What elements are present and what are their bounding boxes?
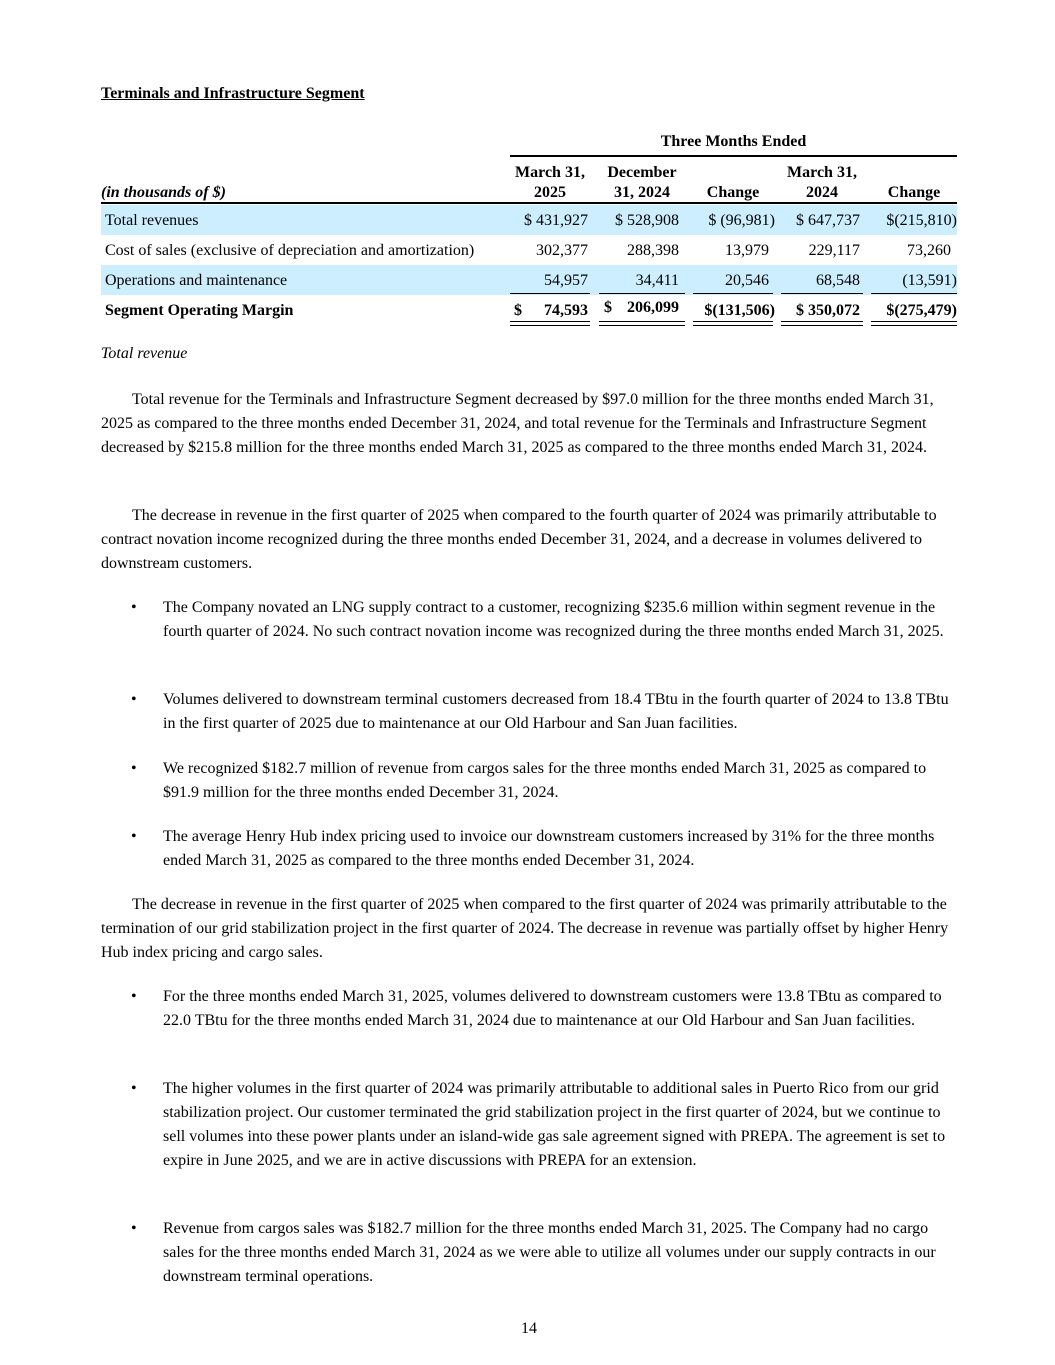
bullet-icon: • xyxy=(131,599,137,616)
bullet-icon: • xyxy=(131,988,137,1005)
value-cell: 229,117 xyxy=(808,242,860,259)
row-label: Total revenues xyxy=(105,212,199,229)
subtotal-rule xyxy=(693,293,773,294)
column-header: March 31, 2024 xyxy=(787,164,857,201)
column-header: Change xyxy=(706,184,760,201)
total-rule xyxy=(599,321,685,326)
value-cell: (13,591) xyxy=(902,272,957,289)
value-cell: $ 431,927 xyxy=(524,212,588,229)
row-label: Segment Operating Margin xyxy=(105,302,294,319)
value-cell: $ (96,981) xyxy=(708,212,775,229)
label-header: (in thousands of $) xyxy=(101,184,226,201)
subtotal-rule xyxy=(871,293,957,294)
currency-symbol: $ xyxy=(514,302,522,319)
value-cell: $(131,506) xyxy=(704,302,775,319)
total-rule xyxy=(871,321,957,326)
bullet-text: We recognized $182.7 million of revenue from cargos sales for the three months ended March 31, 2025 as compared to $91.9 million for the three months ended December 31, 2024. xyxy=(163,760,927,801)
paragraph: The decrease in revenue in the first quarter of 2025 when compared to the fourth quarter of 2024 was primarily attributable to contract novation income recognized during the three months ended December 31, 2024, and a decrease in volumes delivered to downstream customers. xyxy=(101,507,937,572)
bullet-text: The higher volumes in the first quarter of 2024 was primarily attributable to additional sales in Puerto Rico from our grid stabilization project. Our customer terminated the grid stabilization project in the first quarter of 2024, but we continue to sell volumes into these power plants under an island-wide gas sale agreement signed with PREPA. The agreement is set to expire in June 2025, and we are in active discussions with PREPA for an extension. xyxy=(163,1080,946,1169)
value-cell: $ 647,737 xyxy=(796,212,860,229)
bullet-icon: • xyxy=(131,760,137,777)
value-cell: $(215,810) xyxy=(886,212,957,229)
value-cell: 206,099 xyxy=(627,299,679,316)
value-cell: 34,411 xyxy=(635,272,679,289)
value-cell: 74,593 xyxy=(544,302,588,319)
table-row xyxy=(101,235,957,265)
value-cell: $ 350,072 xyxy=(796,302,860,319)
header-rule xyxy=(101,202,957,204)
column-header: December 31, 2024 xyxy=(607,164,677,201)
group-header: Three Months Ended xyxy=(510,133,957,157)
value-cell: $(275,479) xyxy=(886,302,957,319)
bullet-icon: • xyxy=(131,1220,137,1237)
value-cell: 20,546 xyxy=(725,272,769,289)
value-cell: 54,957 xyxy=(544,272,588,289)
table-row xyxy=(101,205,957,235)
value-cell: 68,548 xyxy=(816,272,860,289)
bullet-text: Volumes delivered to downstream terminal customers decreased from 18.4 TBtu in the fourth quarter of 2024 to 13.8 TBtu in the first quarter of 2025 due to maintenance at our Old Harbour and San Juan facilities. xyxy=(163,691,949,732)
subheading: Total revenue xyxy=(101,345,188,362)
total-rule xyxy=(781,321,863,326)
value-cell: 73,260 xyxy=(907,242,951,259)
bullet-text: For the three months ended March 31, 2025, volumes delivered to downstream customers were 13.8 TBtu as compared to 22.0 TBtu for the three months ended March 31, 2024 due to maintenance at our Old Harbour and San Juan facilities. xyxy=(163,988,942,1029)
value-cell: $ 528,908 xyxy=(615,212,679,229)
subtotal-rule xyxy=(599,293,685,294)
bullet-text: The average Henry Hub index pricing used to invoice our downstream customers increased by 31% for the three months ended March 31, 2025 as compared to the three months ended December 31, 2024. xyxy=(163,828,935,869)
column-header: March 31, 2025 xyxy=(515,164,585,201)
page-number: 14 xyxy=(521,1320,537,1337)
row-label: Cost of sales (exclusive of depreciation and amortization) xyxy=(105,242,475,259)
table-row xyxy=(101,265,957,295)
row-label: Operations and maintenance xyxy=(105,272,288,289)
paragraph: The decrease in revenue in the first quarter of 2025 when compared to the first quarter of 2024 was primarily attributable to the termination of our grid stabilization project in the first quarter of 2024. The decrease in revenue was partially offset by higher Henry Hub index pricing and cargo sales. xyxy=(101,896,949,961)
paragraph: Total revenue for the Terminals and Infrastructure Segment decreased by $97.0 million for the three months ended March 31, 2025 as compared to the three months ended December 31, 2024, and total revenue for the Terminals and Infrastructure Segment decreased by $215.8 million for the three months ended March 31, 2025 as compared to the three months ended March 31, 2024. xyxy=(101,391,934,456)
bullet-text: The Company novated an LNG supply contract to a customer, recognizing $235.6 million within segment revenue in the fourth quarter of 2024. No such contract novation income was recognized during the three months ended March 31, 2025. xyxy=(163,599,944,640)
currency-symbol: $ xyxy=(604,299,612,316)
section-heading: Terminals and Infrastructure Segment xyxy=(101,85,365,102)
value-cell: 13,979 xyxy=(725,242,769,259)
total-rule xyxy=(693,321,773,326)
bullet-icon: • xyxy=(131,691,137,708)
subtotal-rule xyxy=(781,293,863,294)
column-header: Change xyxy=(887,184,941,201)
total-rule xyxy=(510,321,590,326)
value-cell: 302,377 xyxy=(536,242,588,259)
value-cell: 288,398 xyxy=(627,242,679,259)
subtotal-rule xyxy=(510,293,590,294)
bullet-icon: • xyxy=(131,828,137,845)
bullet-text: Revenue from cargos sales was $182.7 million for the three months ended March 31, 2025. The Company had no cargo sales for the three months ended March 31, 2024 as we were able to utilize all volumes under our supply contracts in our downstream terminal operations. xyxy=(163,1220,936,1285)
bullet-icon: • xyxy=(131,1080,137,1097)
